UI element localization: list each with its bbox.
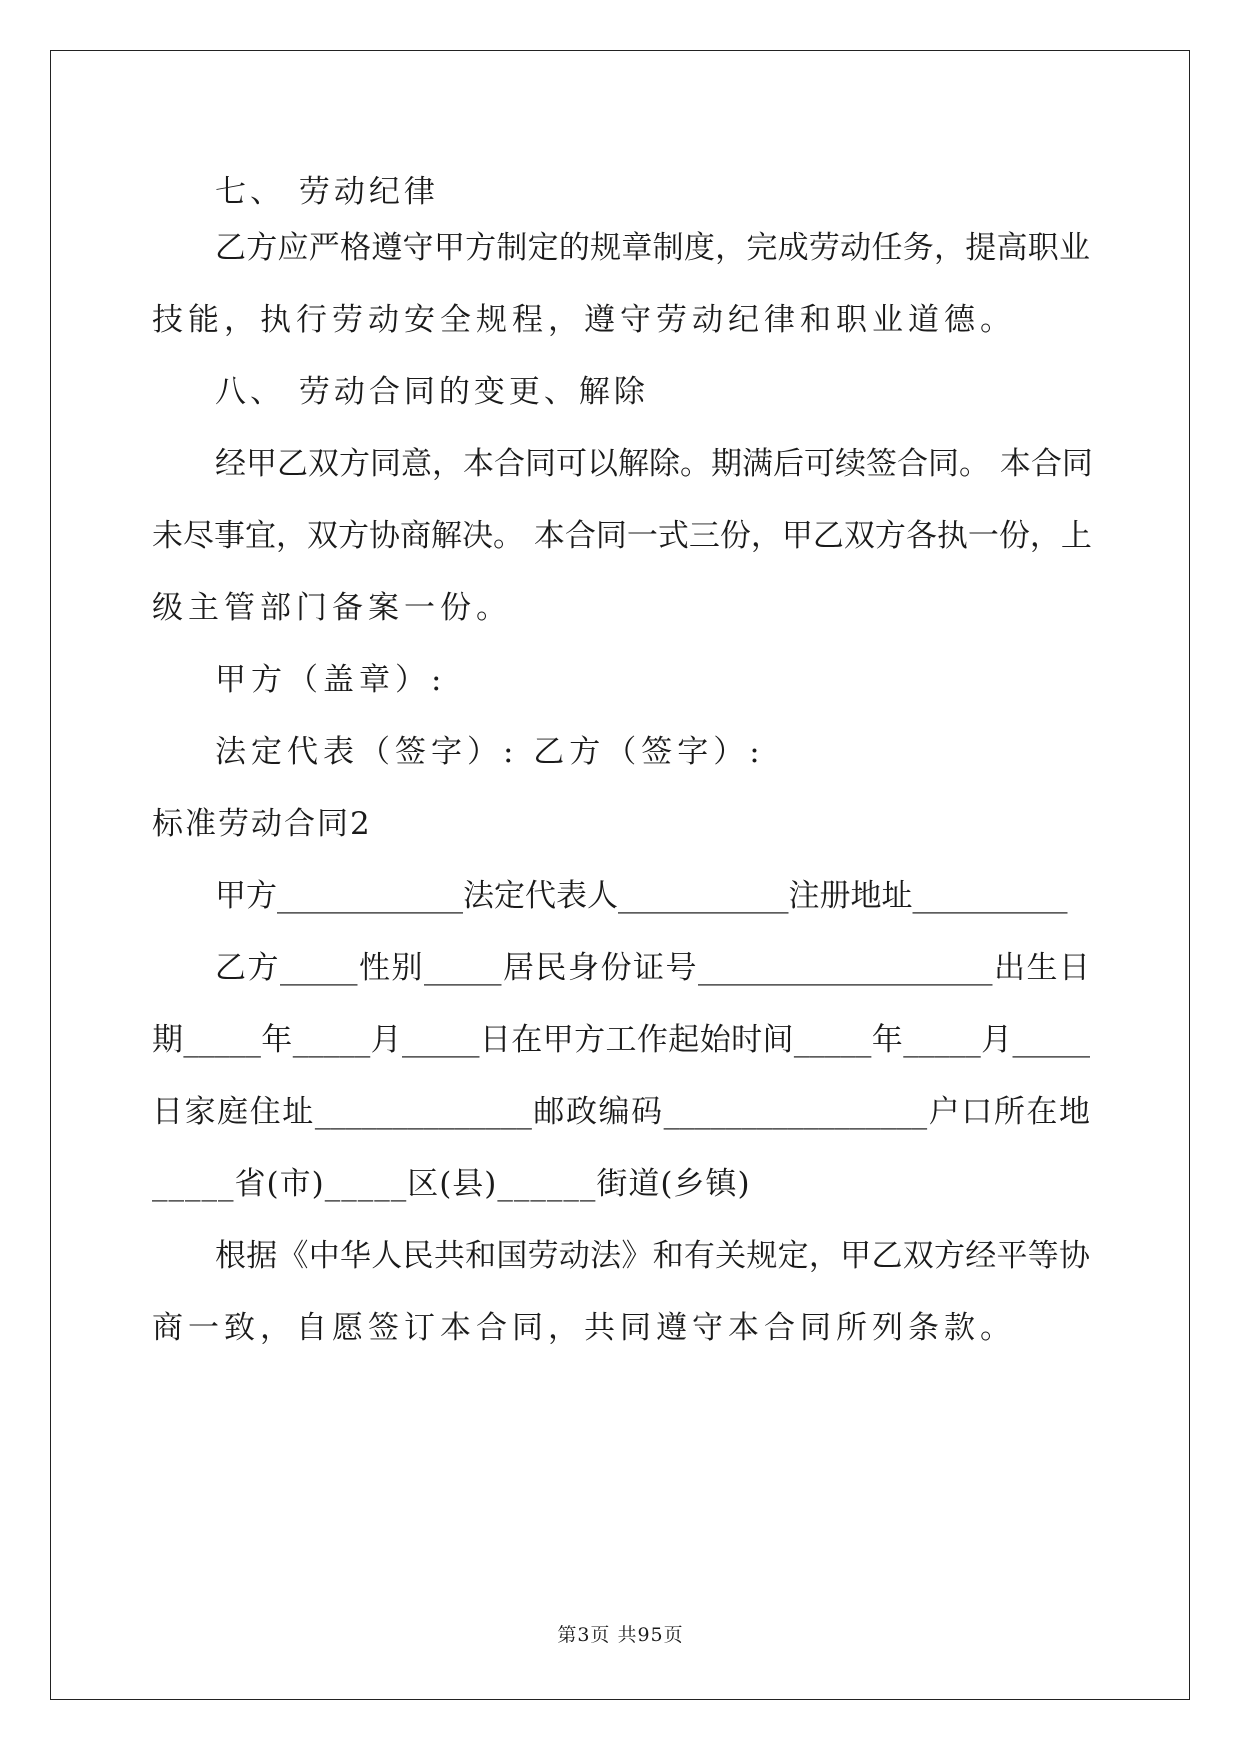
paragraph-line: 经甲乙双方同意，本合同可以解除。期满后可续签合同。 本合同 <box>215 446 1093 482</box>
signature-labels: 法定代表（签字）: 乙方（签字）: <box>215 734 765 770</box>
address-fields: 日家庭住址______________邮政编码_________________户口所在地 <box>152 1094 1090 1130</box>
household-fields: _____省(市)_____区(县)______街道(乡镇) <box>152 1166 751 1202</box>
section-7-heading: 七、 劳动纪律 <box>215 174 439 210</box>
paragraph-line: 未尽事宜，双方协商解决。 本合同一式三份，甲乙双方各执一份，上 <box>152 518 1092 554</box>
paragraph-line: 乙方应严格遵守甲方制定的规章制度，完成劳动任务，提高职业 <box>215 230 1090 266</box>
paragraph-line: 级主管部门备案一份。 <box>152 590 512 626</box>
paragraph-line: 根据《中华人民共和国劳动法》和有关规定，甲乙双方经平等协 <box>215 1238 1090 1274</box>
party-b-fields: 乙方_____性别_____居民身份证号___________________出生日 <box>215 950 1090 986</box>
section-8-heading: 八、 劳动合同的变更、解除 <box>215 374 649 410</box>
paragraph-line: 技能，执行劳动安全规程，遵守劳动纪律和职业道德。 <box>152 302 1016 338</box>
paragraph-line: 商一致，自愿签订本合同，共同遵守本合同所列条款。 <box>152 1310 1016 1346</box>
party-a-fields: 甲方____________法定代表人___________注册地址__________ <box>215 878 1068 914</box>
page-number: 第3页 共95页 <box>557 1624 684 1646</box>
party-a-seal-label: 甲方（盖章）: <box>215 662 447 698</box>
page-border <box>50 50 1190 1700</box>
contract-2-title: 标准劳动合同2 <box>152 806 372 842</box>
date-fields: 期_____年_____月_____日在甲方工作起始时间_____年_____月_____ <box>152 1022 1090 1058</box>
